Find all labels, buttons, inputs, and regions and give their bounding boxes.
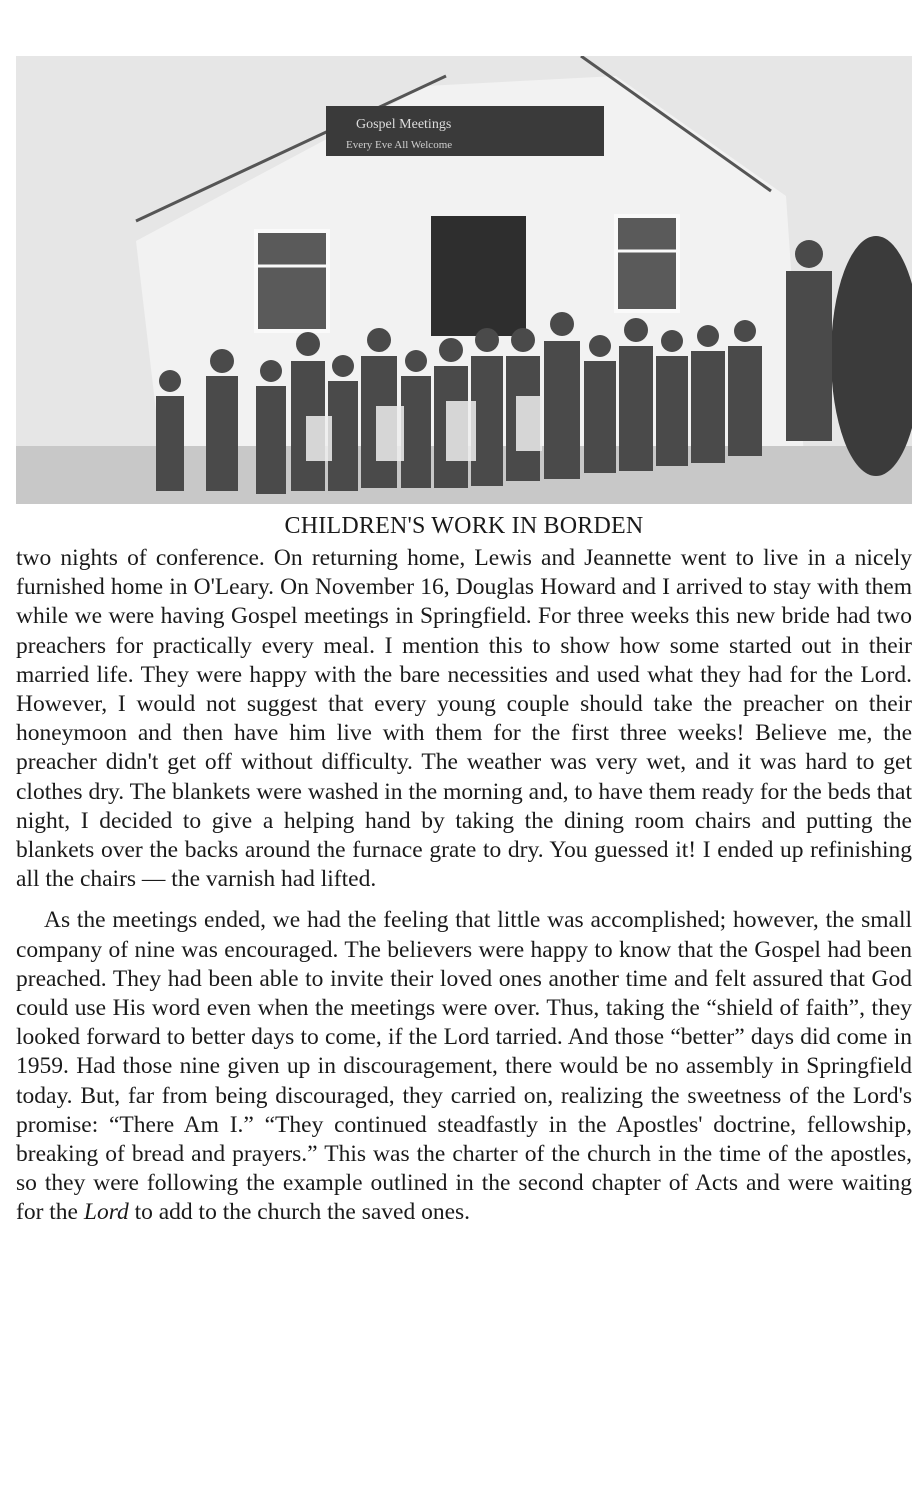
photo-caption: CHILDREN'S WORK IN BORDEN [284,513,644,539]
paragraph-2-text: As the meetings ended, we had the feeling that little was accomplished; however, the small company of nine was encouraged. The believers were happy to know that the Gospel had been preached. They had been able to invite their loved ones another time and felt assured that God could use His word even when the meetings were over. Thus, taking the “shield of faith”, they looked forward to better days to come, if the Lord tarried. And those “better” days did come in 1959. Had those nine given up in discouragement, there would be no assembly in Springfield today. But, far from being discouraged, they carried on, realizing the sweetness of the Lord's promise: “There Am I.” “They continued steadfastly in the Apostles' doctrine, fellowship, breaking of bread and prayers.” This was the charter of the church in the time of the apostles, so they were following the example outlined in the second chapter of Acts and were waiting for the [16,907,912,1226]
children-group-photo [16,56,912,504]
paragraph-2-italic-lord: Lord [83,1199,129,1226]
photo-illustration [16,56,912,504]
paragraph-1: two nights of conference. On returning home, Lewis and Jeannette went to live in a nicely furnished home in O'Leary. On November 16, Douglas Howard and I arrived to stay with them while we were having Gospel meetings in Springfield. For three weeks this new bride had two preachers for practically every meal. I mention this to show how some started out in their married life. They were happy with the bare necessities and used what they had for the Lord. However, I would not suggest that every young couple should take the preacher on their honeymoon and then have him live with them for the first three weeks! Believe me, the preacher didn't get off without difficulty. The weather was very wet, and it was hard to get clothes dry. The blankets were washed in the morning and, to have them ready for the beds that night, I decided to give a helping hand by taking the dining room chairs and putting the blankets over the backs around the furnace grate to dry. You guessed it! I ended up refinishing all the chairs — the varnish had lifted. [16,545,912,893]
sign-line-1: Gospel Meetings [356,117,452,132]
paragraph-2-ending: to add to the church the saved ones. [128,1199,471,1226]
body-text [16,544,912,1228]
document-page [16,56,912,1228]
sign-line-2: Every Eve All Welcome [346,139,453,151]
paragraph-2 [16,906,912,1227]
